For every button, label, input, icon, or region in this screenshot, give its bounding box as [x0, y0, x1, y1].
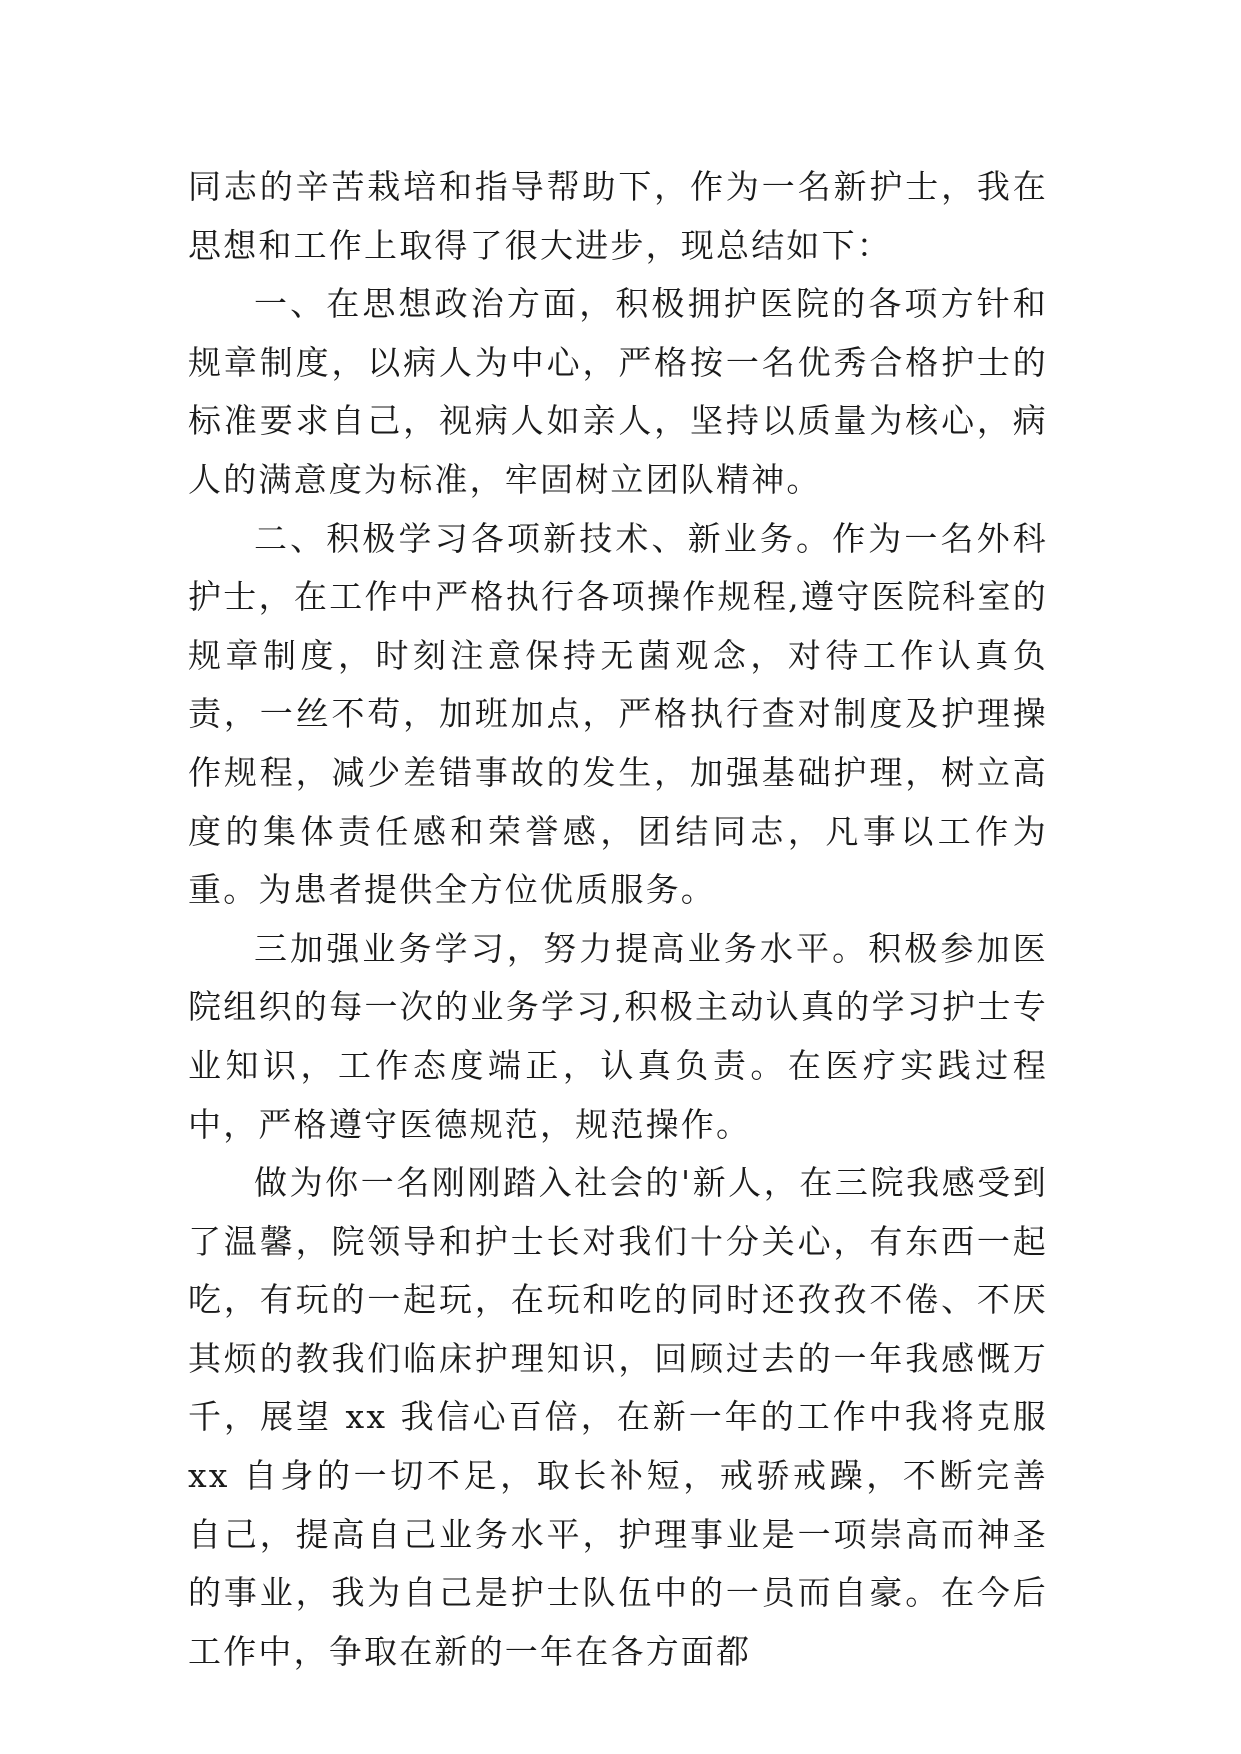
paragraph-1: 同志的辛苦栽培和指导帮助下，作为一名新护士，我在思想和工作上取得了很大进步，现总结如下： — [188, 167, 1048, 265]
paragraph-2: 一、在思想政治方面，积极拥护医院的各项方针和规章制度，以病人为中心，严格按一名优秀合格护士的标准要求自己，视病人如亲人，坚持以质量为核心，病人的满意度为标准，牢固树立团队精神。 — [188, 284, 1048, 499]
paragraph-3: 二、积极学习各项新技术、新业务。作为一名外科护士，在工作中严格执行各项操作规程,遵守医院科室的规章制度，时刻注意保持无菌观念，对待工作认真负责，一丝不苟，加班加点，严格执行查对制度及护理操作规程，减少差错事故的发生，加强基础护理，树立高度的集体责任感和荣誉感，团结同志，凡事以工作为重。为患者提供全方位优质服务。 — [188, 518, 1048, 910]
body-text — [188, 158, 1048, 1681]
paragraph-5: 做为你一名刚刚踏入社会的'新人，在三院我感受到了温馨，院领导和护士长对我们十分关心，有东西一起吃，有玩的一起玩，在玩和吃的同时还孜孜不倦、不厌其烦的教我们临床护理知识，回顾过去的一年我感慨万千，展望 xx 我信心百倍，在新一年的工作中我将克服 xx 自身的一切不足，取长补短，戒骄戒躁，不断完善自己，提高自己业务水平，护理事业是一项崇高而神圣的事业，我为自己是护士队伍中的一员而自豪。在今后工作中，争取在新的一年在各方面都 — [188, 1163, 1048, 1671]
paragraph-4: 三加强业务学习，努力提高业务水平。积极参加医院组织的每一次的业务学习,积极主动认真的学习护士专业知识，工作态度端正，认真负责。在医疗实践过程中，严格遵守医德规范，规范操作。 — [188, 928, 1048, 1144]
